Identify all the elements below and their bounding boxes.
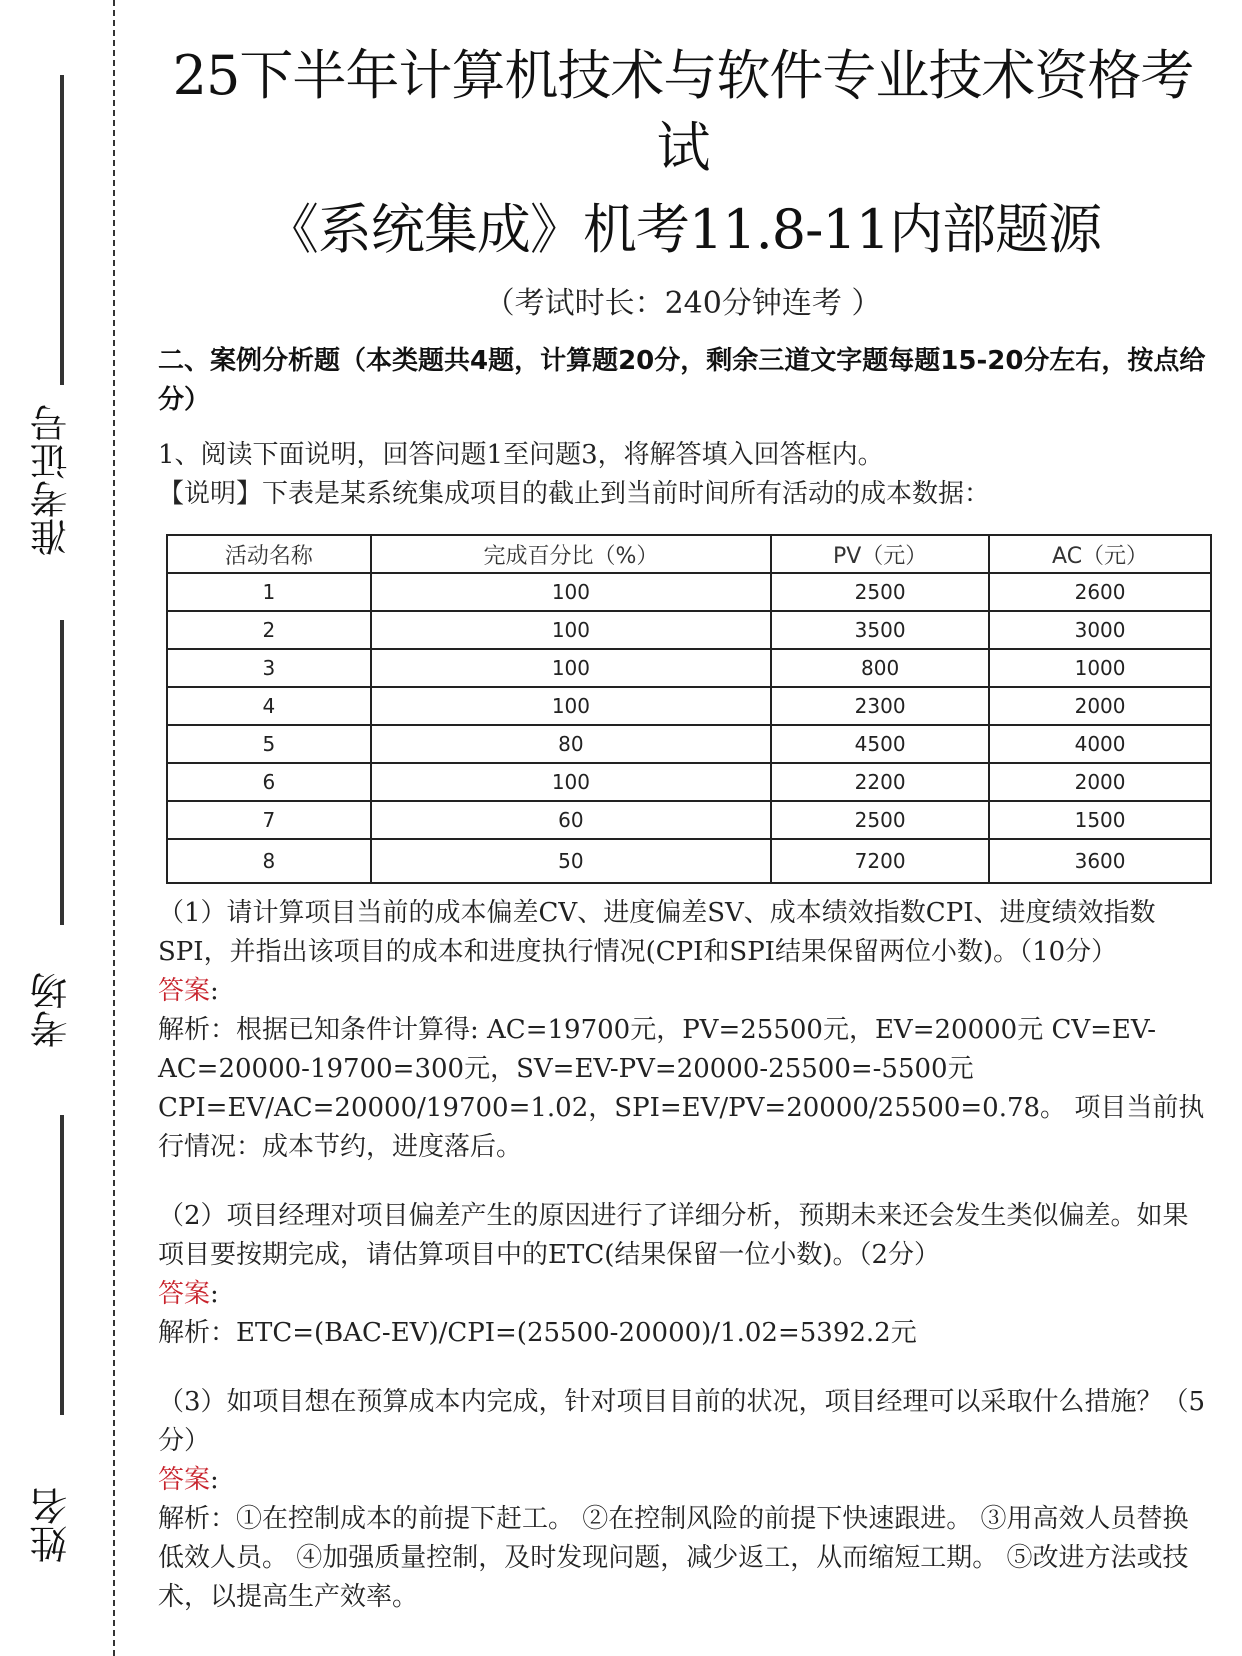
table-row xyxy=(167,763,1211,801)
page-title-line2: 《系统集成》机考11.8-11内部题源 xyxy=(264,198,1102,261)
cell-percent: 100 xyxy=(371,611,771,649)
cell-activity: 4 xyxy=(167,687,371,725)
sub-question-3 xyxy=(158,1383,1208,1617)
cell-pv: 2300 xyxy=(771,687,989,725)
sub-question-1 xyxy=(158,894,1208,1167)
cell-activity: 2 xyxy=(167,611,371,649)
cell-activity: 7 xyxy=(167,801,371,839)
cell-pv: 2200 xyxy=(771,763,989,801)
cell-percent: 50 xyxy=(371,839,771,883)
question-explanation: 【说明】下表是某系统集成项目的截止到当前时间所有活动的成本数据： xyxy=(158,479,991,509)
cell-percent: 100 xyxy=(371,763,771,801)
cell-ac: 4000 xyxy=(989,725,1211,763)
exam-duration: （考试时长：240分钟连考 ） xyxy=(484,286,882,321)
name-blank xyxy=(60,1115,64,1415)
cell-pv: 3500 xyxy=(771,611,989,649)
cut-line-divider xyxy=(113,0,115,1656)
cell-percent: 100 xyxy=(371,649,771,687)
cell-percent: 100 xyxy=(371,687,771,725)
admission-number-blank xyxy=(60,75,64,385)
cell-activity: 6 xyxy=(167,763,371,801)
cell-activity: 8 xyxy=(167,839,371,883)
cell-ac: 1500 xyxy=(989,801,1211,839)
table-row xyxy=(167,611,1211,649)
table-row xyxy=(167,725,1211,763)
sub-question-text: （2）项目经理对项目偏差产生的原因进行了详细分析，预期未来还会发生类似偏差。如果项目要按期完成，请估算项目中的ETC(结果保留一位小数)。（2分） xyxy=(158,1201,1189,1270)
table-row xyxy=(167,839,1211,883)
answer-label: 答案 xyxy=(158,1465,211,1495)
table-row xyxy=(167,801,1211,839)
header-ac: AC（元） xyxy=(989,535,1211,573)
cell-pv: 2500 xyxy=(771,573,989,611)
page-title-line1: 25下半年计算机技术与软件专业技术资格考试 xyxy=(172,44,1194,179)
exam-room-label: 考场 xyxy=(30,972,74,1048)
answer-colon: : xyxy=(210,1279,219,1309)
answer-heading xyxy=(158,1275,1208,1314)
sub-question-2 xyxy=(158,1197,1208,1353)
cell-percent: 80 xyxy=(371,725,771,763)
admission-number-label: 准考证号 xyxy=(30,404,74,556)
header-percent: 完成百分比（%） xyxy=(371,535,771,573)
answer-heading xyxy=(158,1461,1208,1500)
sub-question-text: （3）如项目想在预算成本内完成，针对项目目前的状况，项目经理可以采取什么措施？（5分） xyxy=(158,1387,1206,1456)
table-row xyxy=(167,649,1211,687)
cell-activity: 3 xyxy=(167,649,371,687)
header-pv: PV（元） xyxy=(771,535,989,573)
cell-pv: 2500 xyxy=(771,801,989,839)
cell-ac: 1000 xyxy=(989,649,1211,687)
exam-room-blank xyxy=(60,620,64,925)
cell-ac: 3600 xyxy=(989,839,1211,883)
cell-ac: 3000 xyxy=(989,611,1211,649)
answer-label: 答案 xyxy=(158,976,211,1006)
cell-activity: 1 xyxy=(167,573,371,611)
cell-ac: 2000 xyxy=(989,763,1211,801)
document-body xyxy=(158,30,1208,1617)
table-header-row xyxy=(167,535,1211,573)
cell-activity: 5 xyxy=(167,725,371,763)
answer-colon: : xyxy=(210,976,219,1006)
table-row xyxy=(167,573,1211,611)
cost-data-table xyxy=(166,534,1212,884)
table-row xyxy=(167,687,1211,725)
cell-pv: 4500 xyxy=(771,725,989,763)
section-heading: 二、案例分析题（本类题共4题，计算题20分，剩余三道文字题每题15-20分左右，按点给分） xyxy=(158,346,1206,415)
cell-percent: 60 xyxy=(371,801,771,839)
answer-label: 答案 xyxy=(158,1279,211,1309)
binding-margin xyxy=(0,0,120,1656)
header-activity: 活动名称 xyxy=(167,535,371,573)
cell-pv: 800 xyxy=(771,649,989,687)
cell-ac: 2600 xyxy=(989,573,1211,611)
answer-analysis: 解析：①在控制成本的前提下赶工。 ②在控制风险的前提下快速跟进。 ③用高效人员替换低效人员。 ④加强质量控制，及时发现问题，减少返工，从而缩短工期。 ⑤改进方法或技术，以提高生产效率。 xyxy=(158,1504,1189,1612)
answer-analysis: 解析：ETC=(BAC-EV)/CPI=(25500-20000)/1.02=5392.2元 xyxy=(158,1318,917,1348)
question-intro: 1、阅读下面说明，回答问题1至问题3，将解答填入回答框内。 xyxy=(158,440,884,470)
name-label: 姓名 xyxy=(30,1487,74,1563)
answer-analysis: 解析：根据已知条件计算得: AC=19700元，PV=25500元，EV=20000元 CV=EV-AC=20000-19700=300元，SV=EV-PV=20000-25500=-5500元 CPI=EV/AC=20000/19700=1.02，SPI=EV/PV=20000/25500=0.78。 项目当前执行情况：成本节约，进度落后。 xyxy=(158,1015,1205,1162)
cell-pv: 7200 xyxy=(771,839,989,883)
answer-colon: : xyxy=(210,1465,219,1495)
cell-percent: 100 xyxy=(371,573,771,611)
answer-heading xyxy=(158,972,1208,1011)
sub-question-text: （1）请计算项目当前的成本偏差CV、进度偏差SV、成本绩效指数CPI、进度绩效指数SPI，并指出该项目的成本和进度执行情况(CPI和SPI结果保留两位小数)。（10分） xyxy=(158,898,1156,967)
cell-ac: 2000 xyxy=(989,687,1211,725)
